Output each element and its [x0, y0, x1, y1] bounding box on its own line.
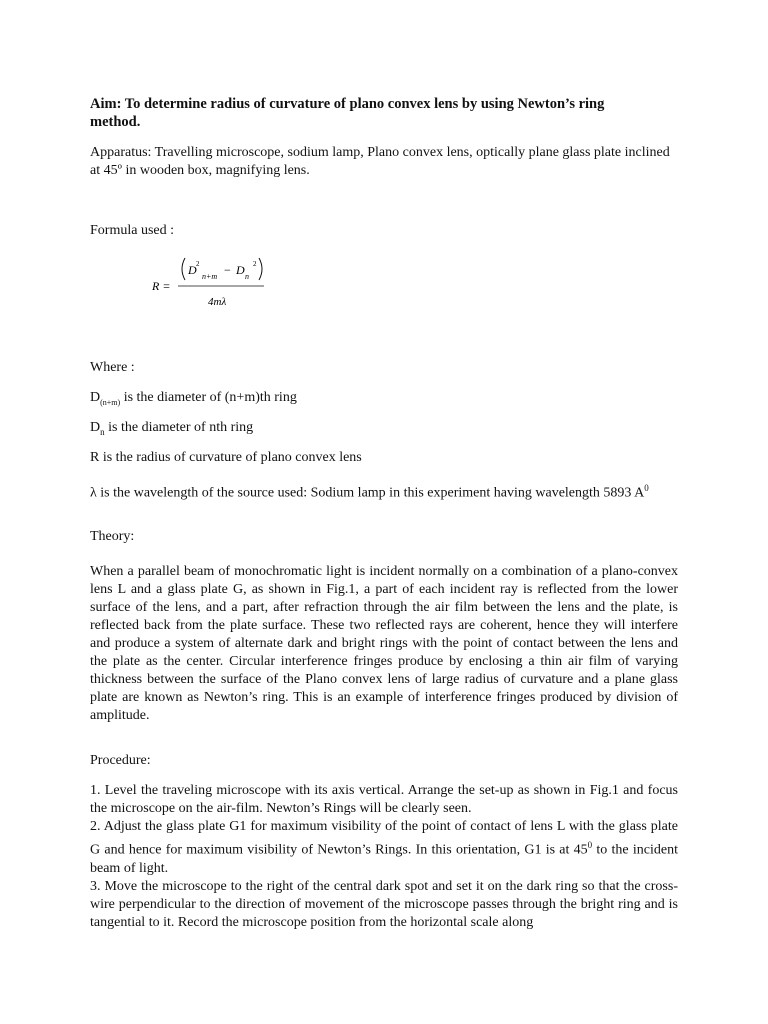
definition-lambda	[90, 479, 678, 503]
procedure-step-1: 1. Level the traveling microscope with its axis vertical. Arrange the set-up as shown in Fig.1 and focus the microscope on the air-film. Newton’s Rings will be clearly seen.	[90, 783, 678, 816]
formula-lhs: R =	[152, 279, 171, 293]
symbol-d: D	[90, 390, 101, 405]
definition-d-n	[90, 419, 678, 441]
step-text-end: to the incident beam of light.	[90, 842, 678, 876]
aim-line-1: Aim: To determine radius of curvature of plano convex lens by using Newton’s ring	[90, 96, 605, 112]
where-label: Where :	[90, 360, 135, 375]
apparatus-paragraph: Apparatus: Travelling microscope, sodium lamp, Plano convex lens, optically plane glass plate inclined at 45º in wooden box, magnifying lens.	[90, 145, 670, 178]
definition-text: is the diameter of nth ring	[104, 420, 254, 435]
formula-right-paren	[259, 258, 262, 280]
procedure-heading: Procedure:	[90, 753, 151, 768]
subscript-n-plus-m: (n+m)	[100, 397, 121, 407]
definition-text: λ is the wavelength of the source used: Sodium lamp in this experiment having wavelength 5893 A	[90, 485, 645, 501]
formula-d2-sub: n	[245, 272, 249, 281]
subscript-n: n	[100, 426, 105, 437]
formula-minus: −	[224, 263, 231, 277]
aim-heading	[90, 95, 678, 131]
formula-d1-sub: n+m	[202, 272, 218, 281]
definition-r: R is the radius of curvature of plano convex lens	[90, 450, 362, 465]
procedure-step-3: 3. Move the microscope to the right of the central dark spot and set it on the dark ring so that the cross-wire perpendicular to the direction of movement of the microscope passes through the bright ring and is tangential to it. Record the microscope position from the horizontal scale along	[90, 878, 678, 930]
procedure-steps	[90, 782, 678, 932]
formula-d1: D	[188, 263, 197, 277]
theory-paragraph: When a parallel beam of monochromatic light is incident normally on a combination of a plano-convex lens L and a glass plate G, as shown in Fig.1, a part of each incident ray is reflected from the lower surface of the lens, and a part, after refraction through the air film between the lens and the plate, is reflected back from the plate surface. These two reflected rays are coherent, hence they will interfere and produce a system of alternate dark and bright rings with the point of contact between the lens and the plate as the center. Circular interference fringes produce by enclosing a thin air film of varying thickness between the surface of the Plano convex lens of large radius of curvature and a plane glass plate are known as Newton’s ring. This is an example of interference fringes produced by division of amplitude.	[90, 564, 678, 723]
formula-left-paren	[182, 258, 185, 280]
superscript-zero: 0	[587, 840, 593, 850]
step-text: 2. Adjust the glass plate G1 for maximum visibility of the point of contact of lens L with the glass plate G and hence for maximum visibility of Newton’s Rings. In this orientation, G1 is at 45	[90, 819, 678, 858]
aim-line-2: method.	[90, 114, 141, 130]
symbol-d: D	[90, 420, 101, 435]
definition-d-n-plus-m	[90, 389, 678, 412]
definition-text: is the diameter of (n+m)th ring	[120, 390, 297, 405]
procedure-step-2	[90, 818, 678, 878]
formula-d2-sup: 2	[253, 260, 257, 268]
theory-heading: Theory:	[90, 529, 135, 544]
formula-d2: D	[236, 263, 245, 277]
formula-denominator: 4mλ	[208, 296, 227, 308]
superscript-zero: 0	[644, 483, 649, 493]
radius-formula	[150, 255, 280, 315]
formula-label: Formula used :	[90, 223, 174, 238]
formula-d1-sup: 2	[196, 260, 200, 268]
